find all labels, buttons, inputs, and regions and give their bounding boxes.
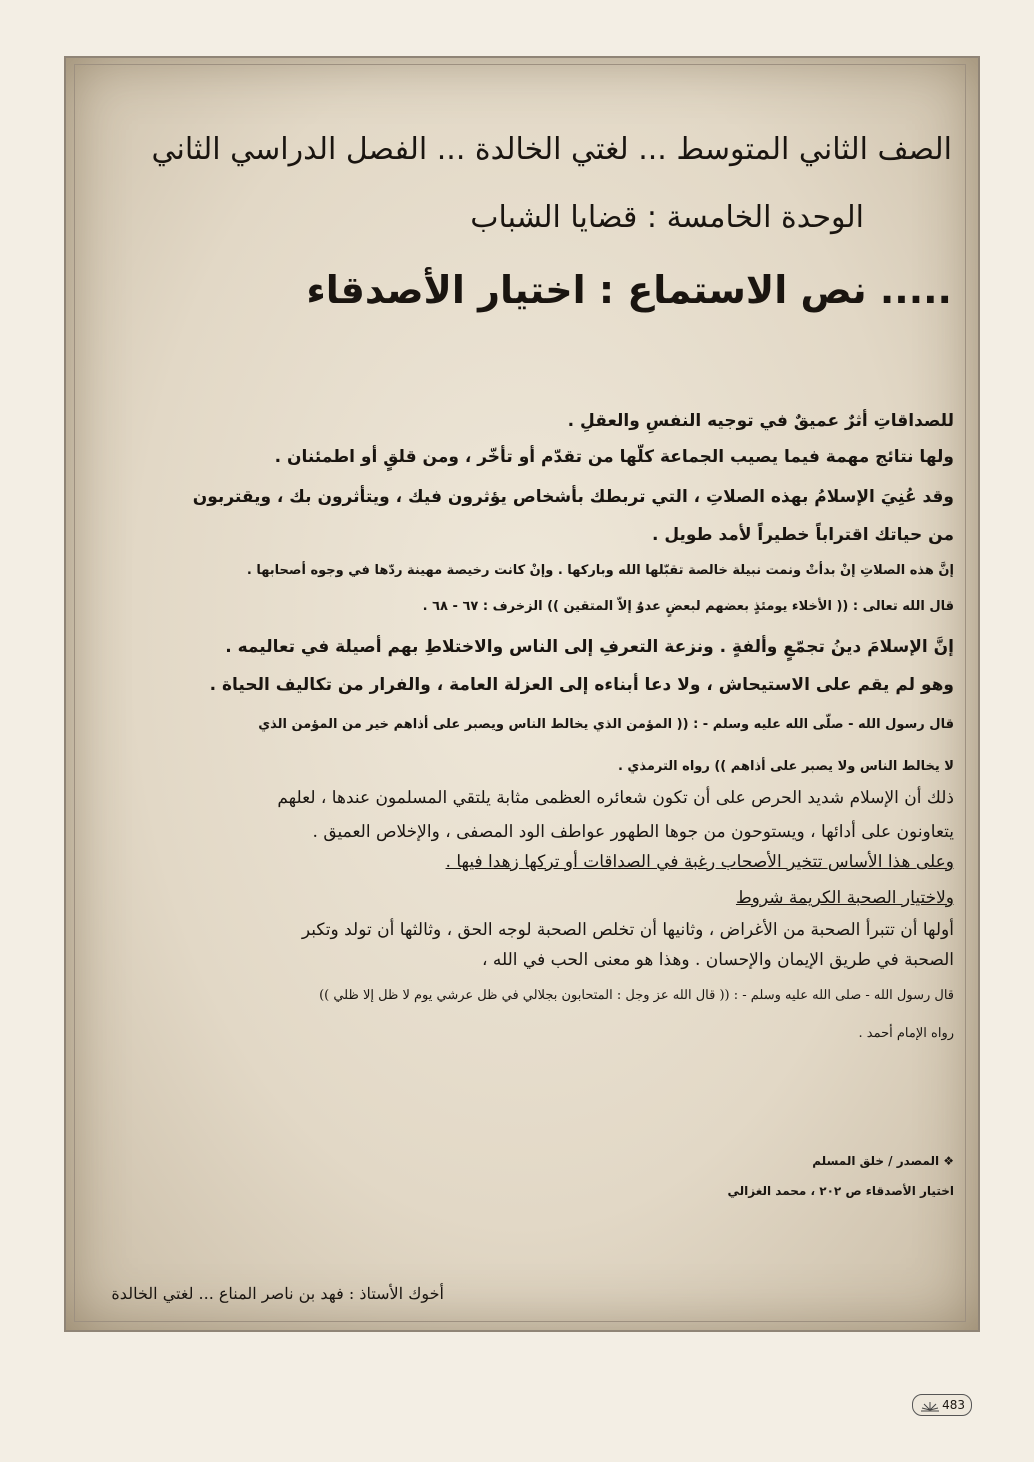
paragraph-line: يتعاونون على أدائها ، ويستوحون من جوها الطهور عواطف الود المصفى ، والإخلاص العميق . <box>312 822 954 842</box>
conditions-heading: ولاختيار الصحبة الكريمة شروط <box>735 888 954 908</box>
hadith-quote: قال رسول الله - صلّى الله عليه وسلم - : (( المؤمن الذي يخالط الناس ويصبر على أذاهم خير من المؤمن الذي <box>258 717 954 732</box>
paragraph-line: للصداقاتِ أثرٌ عميقٌ في توجيه النفسِ والعقلِ . <box>567 411 954 431</box>
hadith-quote: قال رسول الله - صلى الله عليه وسلم - : (( قال الله عز وجل : المتحابون بجلالي في ظل عرشي يوم لا ظل إلا ظلي )) <box>319 988 954 1003</box>
page-number-badge <box>912 1394 972 1416</box>
page-number: 483 <box>942 1398 965 1412</box>
grade-heading: الصف الثاني المتوسط ... لغتي الخالدة ... الفصل الدراسي الثاني <box>151 132 952 167</box>
paragraph-line: وقد عُنِيَ الإسلامُ بهذه الصلاتِ ، التي تربطك بأشخاص يؤثرون فيك ، ويتأثرون بك ، ويقتربون <box>192 487 954 507</box>
paragraph-line: إنَّ هذه الصلاتِ إنْ بدأتْ ونمت نبيلة خالصة تقبّلها الله وباركها . وإنْ كانت رخيصة مهينة ردّها في وجوه أصحابها . <box>246 563 954 578</box>
source-reference: اختيار الأصدقاء ص ٢٠٢ ، محمد الغزالي <box>727 1184 954 1198</box>
sunburst-icon <box>919 1400 941 1412</box>
paragraph-line: إنَّ الإسلامَ دينُ تجمّعٍ وألفةٍ . ونزعة التعرفِ إلى الناس والاختلاطِ بهم أصيلة في تعاليمه . <box>225 637 954 657</box>
hadith-quote: لا يخالط الناس ولا يصبر على أذاهم )) رواه الترمذي . <box>617 759 954 774</box>
paragraph-line: ذلك أن الإسلام شديد الحرص على أن تكون شعائره العظمى مثابة يلتقي المسلمون عندها ، لعلهم <box>277 788 954 808</box>
paragraph-line: من حياتك اقتراباً خطيراً لأمد طويل . <box>651 525 954 545</box>
text-body <box>92 404 954 1050</box>
paragraph-line: ولها نتائج مهمة فيما يصيب الجماعة كلّها من تقدّم أو تأخّر ، ومن قلقٍ أو اطمئنان . <box>274 447 954 467</box>
underlined-line: وعلى هذا الأساس تتخير الأصحاب رغبة في الصداقات أو تركها زهدا فيها . <box>445 852 954 872</box>
source-label: ❖ المصدر / خلق المسلم <box>812 1154 954 1168</box>
teacher-signature: أخوك الأستاذ : فهد بن ناصر المناع ... لغتي الخالدة <box>111 1284 444 1303</box>
paragraph-line: أولها أن تتبرأ الصحبة من الأغراض ، وثانيها أن تخلص الصحبة لوجه الحق ، وثالثها أن تولد وتكبر <box>301 920 954 940</box>
hadith-reference: رواه الإمام أحمد . <box>858 1026 954 1041</box>
paragraph-line: وهو لم يقم على الاستيحاش ، ولا دعا أبناءه إلى العزلة العامة ، والفرار من تكاليف الحياة . <box>209 675 954 695</box>
quran-quote: قال الله تعالى : (( الأخلاء يومئذٍ بعضهم لبعضٍ عدوٌ إلاّ المتقين )) الزخرف : ٦٧ - ٦٨ . <box>422 599 954 614</box>
lesson-title: ..... نص الاستماع : اختيار الأصدقاء <box>306 268 952 312</box>
paragraph-line: الصحبة في طريق الإيمان والإحسان . وهذا هو معنى الحب في الله ، <box>481 950 954 970</box>
unit-heading: الوحدة الخامسة : قضايا الشباب <box>470 200 864 235</box>
